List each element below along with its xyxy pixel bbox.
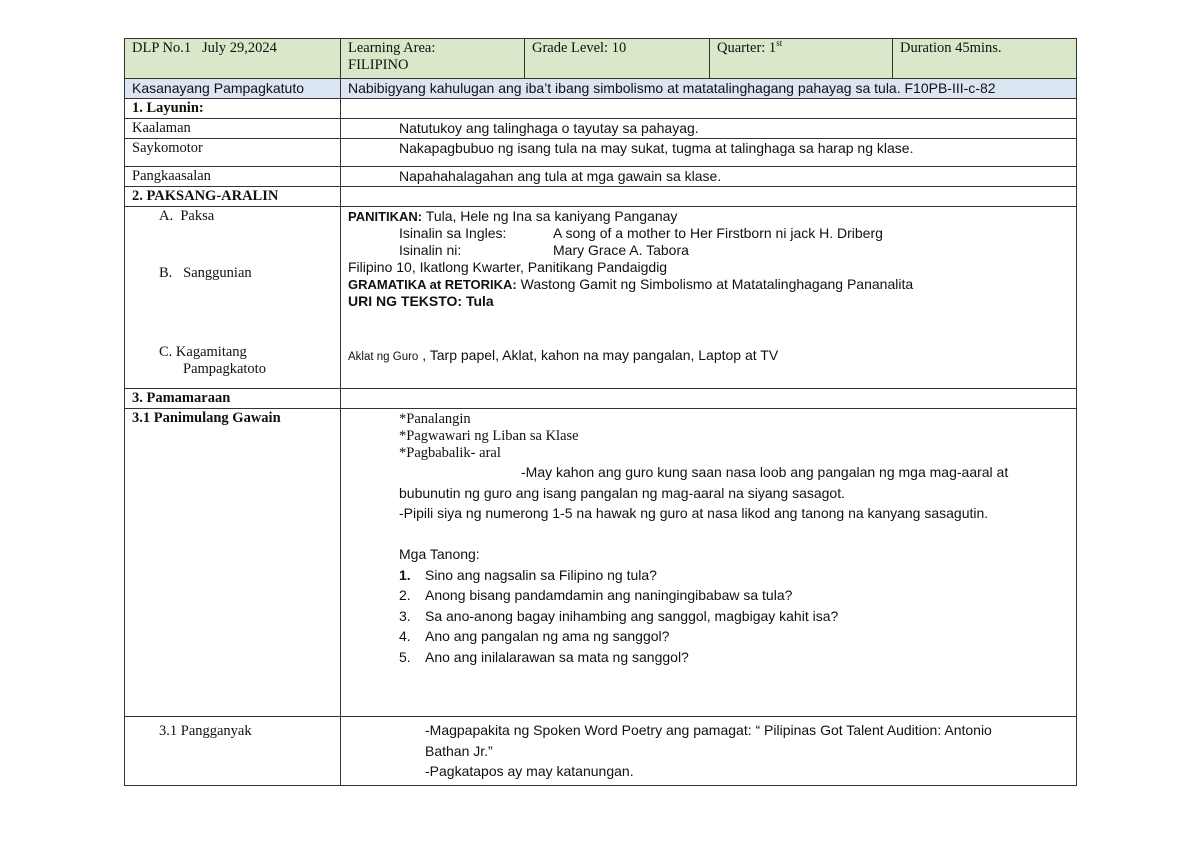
- subject-row: A. Paksa B. Sanggunian C. Kagamitang Pampagkatoto PANITIKAN: Tula, Hele ng Ina sa kaniyang Panganay Isinalin sa Ingles: A song of a mother to Her Firstborn ni jack H. Driberg Isinalin ni: Mary Grace A. Tabora Filipino 10, Ikatlong Kwarter, Panitikang Pandaigdig GRAMATIKA at RETORIKA: Wastong Gamit ng Simbolismo at Matatalinghagang Pananalita URI NG TEKSTO: Tula Aklat ng Guro , Tarp papel, Aklat, kahon na may pangalan, Laptop at TV: [125, 207, 1077, 389]
- competency-value: Nabibigyang kahulugan ang iba’t ibang simbolismo at matatalinghagang pahayag sa tula. F10PB-III-c-82: [341, 79, 1077, 99]
- step-item: *Panalangin: [399, 411, 471, 427]
- objective-value: Napahahalagahan ang tula at mga gawain sa klase.: [399, 168, 722, 184]
- sanggunian-label: B. Sanggunian: [159, 265, 252, 281]
- questions-title: Mga Tanong:: [399, 546, 480, 562]
- objective-value: Nakapagbubuo ng isang tula na may sukat, tugma at talinghaga sa harap ng klase.: [399, 140, 914, 156]
- objective-row: [125, 139, 1077, 167]
- procedure-title: 3. Pamamaraan: [125, 389, 341, 409]
- step-item: *Pagwawari ng Liban sa Klase: [399, 428, 579, 444]
- procedure-title-row: [125, 389, 1077, 409]
- paksa-label: A. Paksa: [159, 208, 215, 224]
- objective-label: Kaalaman: [125, 119, 341, 139]
- competency-row: [125, 79, 1077, 99]
- objective-label: Saykomotor: [125, 139, 341, 167]
- question-item: 2. Anong bisang pandamdamin ang naningingibabaw sa tula?: [399, 587, 793, 603]
- panitikan-label: PANITIKAN:: [348, 209, 423, 224]
- quarter: Quarter: 1st: [710, 39, 893, 79]
- objective-row: [125, 119, 1077, 139]
- competency-label: Kasanayang Pampagkatuto: [125, 79, 341, 99]
- pangganyak-text: -Magpapakita ng Spoken Word Poetry ang pamagat: “ Pilipinas Got Talent Audition: Antonio: [425, 722, 992, 738]
- question-item: 4. Ano ang pangalan ng ama ng sanggol?: [399, 628, 670, 644]
- grade-level: Grade Level: 10: [525, 39, 710, 79]
- question-item: 3. Sa ano-anong bagay inihambing ang sanggol, magbigay kahit isa?: [399, 607, 839, 624]
- duration: Duration 45mins.: [893, 39, 1077, 79]
- gramatika-label: GRAMATIKA at RETORIKA:: [348, 277, 517, 292]
- pangganyak-label: 3.1 Pangganyak: [125, 717, 341, 786]
- kagamitan-label: C. Kagamitang: [159, 344, 247, 360]
- panitikan-value: Tula, Hele ng Ina sa kaniyang Panganay: [425, 208, 678, 224]
- objectives-title: 1. Layunin:: [125, 99, 341, 119]
- header-row: [125, 39, 1077, 79]
- step-item: *Pagbabalik- aral: [399, 445, 501, 461]
- subject-title: 2. PAKSANG-ARALIN: [125, 187, 341, 207]
- objective-value: Natutukoy ang talinghaga o tayutay sa pahayag.: [399, 120, 699, 136]
- learning-area: Learning Area: FILIPINO: [341, 39, 525, 79]
- question-item: 5. Ano ang inilalarawan sa mata ng sanggol?: [399, 648, 689, 665]
- panimula-label: 3.1 Panimulang Gawain: [125, 409, 341, 717]
- subject-title-row: [125, 187, 1077, 207]
- procedure-description: -May kahon ang guro kung saan nasa loob ang pangalan ng mga mag-aaral at: [521, 464, 1009, 480]
- panimula-row: 3.1 Panimulang Gawain *Panalangin *Pagwawari ng Liban sa Klase *Pagbabalik- aral -May kahon ang guro kung saan nasa loob ang pangalan ng mga mag-aaral at bubunutin ng guro ang isang pangalan ng mag-aaral na siyang sasagot. -Pipili siya ng numerong 1-5 na hawak ng guro at nasa likod ang tanong na kanyang sasagutin. Mga Tanong: 1. Sino ang nagsalin sa Filipino ng tula? 2. Anong bisang pandamdamin ang naningingibabaw sa tula? 3. Sa ano-anong bagay inihambing ang sanggol, magbigay kahit isa? 4. Ano ang pangalan ng ama ng sanggol? 5. Ano ang inilalarawan sa mata ng sanggol?: [125, 409, 1077, 717]
- objectives-title-row: [125, 99, 1077, 119]
- questions-list: [399, 565, 1070, 668]
- dlp-number: DLP No.1 July 29,2024: [125, 39, 341, 79]
- uri-ng-teksto: URI NG TEKSTO: Tula: [348, 293, 494, 309]
- objective-label: Pangkaasalan: [125, 167, 341, 187]
- lesson-plan-table: [124, 38, 1077, 786]
- kagamitan-value: Aklat ng Guro , Tarp papel, Aklat, kahon na may pangalan, Laptop at TV: [348, 347, 779, 363]
- question-item: 1. Sino ang nagsalin sa Filipino ng tula?: [399, 566, 657, 583]
- lesson-plan-document: [124, 38, 1076, 786]
- pangganyak-row: 3.1 Pangganyak -Magpapakita ng Spoken Word Poetry ang pamagat: “ Pilipinas Got Talent Audition: Antonio Bathan Jr.” -Pagkatapos ay may katanungan.: [125, 717, 1077, 786]
- objective-row: [125, 167, 1077, 187]
- sanggunian-value: Filipino 10, Ikatlong Kwarter, Panitikang Pandaigdig: [348, 259, 668, 275]
